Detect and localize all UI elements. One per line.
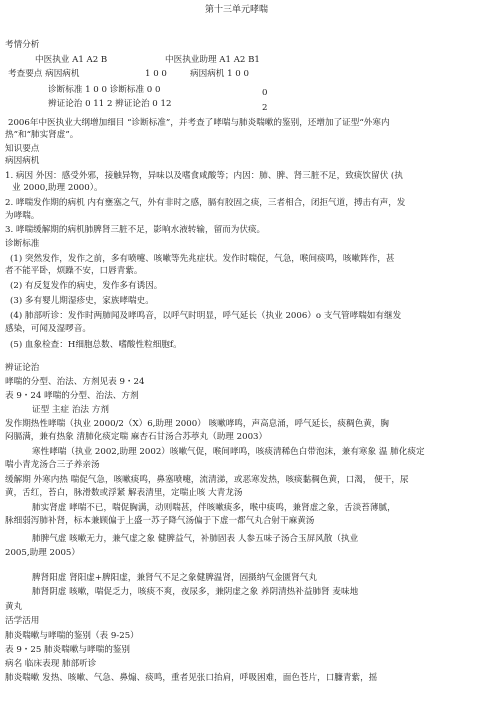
para-2-line-1: 2. 哮喘发作期的病机 内有壅塞之气，外有非时之感，膈有胶固之痰，三者相合，闭拒气道，搏击有声，发 — [5, 198, 406, 208]
treat-row-7-line-1: 肺肾阴虚 咳嗽，喘促乏力，咳痰不爽，夜尿多，兼阴虚之象 养阴清热补益肺肾 麦味地 — [32, 587, 359, 597]
heading-treatment: 辨证论治 — [5, 363, 40, 373]
exam-row-3-tail: 0 — [262, 88, 268, 98]
treat-line-1: 哮喘的分型、治法、方剂见表 9・24 — [5, 377, 145, 387]
exam-row-2-nums: 1 0 0 — [145, 69, 167, 79]
exam-row-1-right: 中医执业助理 A1 A2 B1 — [165, 55, 260, 65]
treat-row-7-line-2: 黄丸 — [5, 602, 23, 612]
treat-row-1-line-2: 闷膈满，兼有热象 清肺化痰定喘 麻杏石甘汤合苏葶丸（助理 2003） — [5, 432, 268, 442]
diag-2: (2) 有反复发作的病史，发作多有诱因。 — [10, 281, 163, 291]
treat-row-4-line-2: 脉细弱泻肺补肾，标本兼顾偏于上盛一苏子降气汤偏于下虚一都气丸合射干麻黄汤 — [5, 516, 315, 526]
treat-row-6: 脾肾阳虚 肾阳虚+脾阳虚，兼肾气不足之象健脾温肾，固摄纳气金匮肾气丸 — [32, 573, 317, 583]
heading-practice: 活学活用 — [5, 616, 40, 626]
heading-knowledge: 知识要点 — [5, 144, 40, 154]
exam-row-3: 诊断标准 1 0 0 诊断标准 0 0 — [48, 85, 161, 95]
treat-row-5-line-2: 2005,助理 2005） — [5, 548, 80, 558]
treat-row-3-line-1: 缓解期 外寒内热 喘促气急，咳嗽痰鸣，鼻塞喷嚏，流清涕，或恶寒发热，咳痰黏稠色黄，口渴， 便干，尿 — [5, 475, 409, 485]
heading-diagnosis: 诊断标准 — [5, 239, 40, 249]
note-line-2: 热”和“肺实肾虚”。 — [5, 130, 79, 140]
para-3: 3. 哮喘缓解期的病机肺脾肾三脏不足，影响水液转输，留而为伏痰。 — [5, 225, 266, 235]
treat-row-1-line-1: 发作期热性哮喘（执业 2000/2（X）6,助理 2000） 咳嗽哮鸣，声高息涌，呼气延长，痰稠色黄，胸 — [5, 419, 389, 429]
exam-row-2-left: 考查要点 病因病机 — [8, 69, 80, 79]
diag-5: (5) 血象检查：H细胞总数、嗜酸性粒细胞f。 — [10, 340, 182, 350]
diag-1-line-2: 者不能平卧，烦躁不安，口唇青紫。 — [5, 266, 143, 276]
heading-etiology: 病因病机 — [5, 156, 40, 166]
para-1-line-1: 1. 病因 外因：感受外邪，接触异物，异味以及嗜食咸酸等；内因：肺、脾、肾三脏不足，致痰饮留伏 (执 — [5, 171, 403, 181]
treat-row-4-line-1: 肺实肾虚 哮喘不已，喘促胸满，动则喘甚，伴咳嗽痰多，喉中痰鸣，兼肾虚之象，舌淡苔薄腻， — [32, 503, 396, 513]
treat-row-2-line-2: 喘小青龙汤合三子养亲汤 — [5, 460, 100, 470]
para-2-line-2: 为哮喘。 — [5, 211, 40, 221]
exam-row-1-left: 中医执业 A1 A2 B — [35, 55, 108, 65]
diff-line-1: 肺炎喘嗽与哮喘的鉴别（表 9-25） — [5, 631, 139, 641]
treat-row-5-line-1: 肺脾气虚 咳嗽无力，兼气虚之象 健脾益气，补肺固表 人参五味子汤合玉屏风散（执业 — [32, 534, 359, 544]
treat-row-3-line-2: 黄，舌红，苔白，脉滑数或浮紧 解表清里，定喘止咳 大青龙汤 — [5, 488, 243, 498]
diag-3: (3) 多有婴儿期湿疹史，家族哮喘史。 — [10, 296, 154, 306]
diff-row-1: 肺炎喘嗽 发热、咳嗽、气急、鼻煽、痰鸣，重者见张口抬肩，呼吸困难，面色苍片，口臁青紫，摇 — [5, 673, 378, 683]
treat-row-2-line-1: 寒性哮喘（执业 2002,助理 2002）咳嗽气促，喉间哮鸣，咳痰清稀色白带泡沫，兼有寒象 温 肺化痰定 — [32, 447, 425, 457]
treat-line-2: 表 9・24 哮喘的分型、治法、方剂 — [5, 391, 139, 401]
diff-line-2: 表 9・25 肺炎喘嗽与哮喘的鉴别 — [5, 645, 130, 655]
doc-title: 第十三单元哮喘 — [205, 5, 269, 15]
diag-4-line-2: 感染，可闻及湿啰音。 — [5, 324, 91, 334]
diag-4-line-1: (4) 肺部听诊：发作时两肺闻及哮鸣音，以呼气时明显，呼气延长（执业 2006）o 支气管哮喘如有继发 — [10, 311, 402, 321]
exam-row-4-tail: 2 — [262, 103, 268, 113]
para-1-line-2: 业 2000,助理 2000）。 — [12, 183, 103, 193]
exam-row-2-right: 病因病机 1 0 0 — [190, 69, 249, 79]
note-line-1: 2006年中医执业大纲增加细目 “诊断标准”，并考查了哮喘与肺炎喘嗽的鉴别，还增加了证型“外寒内 — [8, 118, 390, 128]
diff-table-header: 病名 临床表现 肺部听诊 — [5, 659, 97, 669]
treat-table-header: 证型 主症 治法 方剂 — [32, 405, 109, 415]
diag-1-line-1: (1) 突然发作，发作之前，多有喷嚏、咳嗽等先兆症状。发作时喘促，气急，喉间痰鸣，咳嗽阵作，甚 — [10, 254, 395, 264]
table-header-exam-analysis: 考情分析 — [5, 40, 40, 50]
exam-row-4: 辨证论治 0 11 2 辨证论治 0 12 — [48, 99, 172, 109]
